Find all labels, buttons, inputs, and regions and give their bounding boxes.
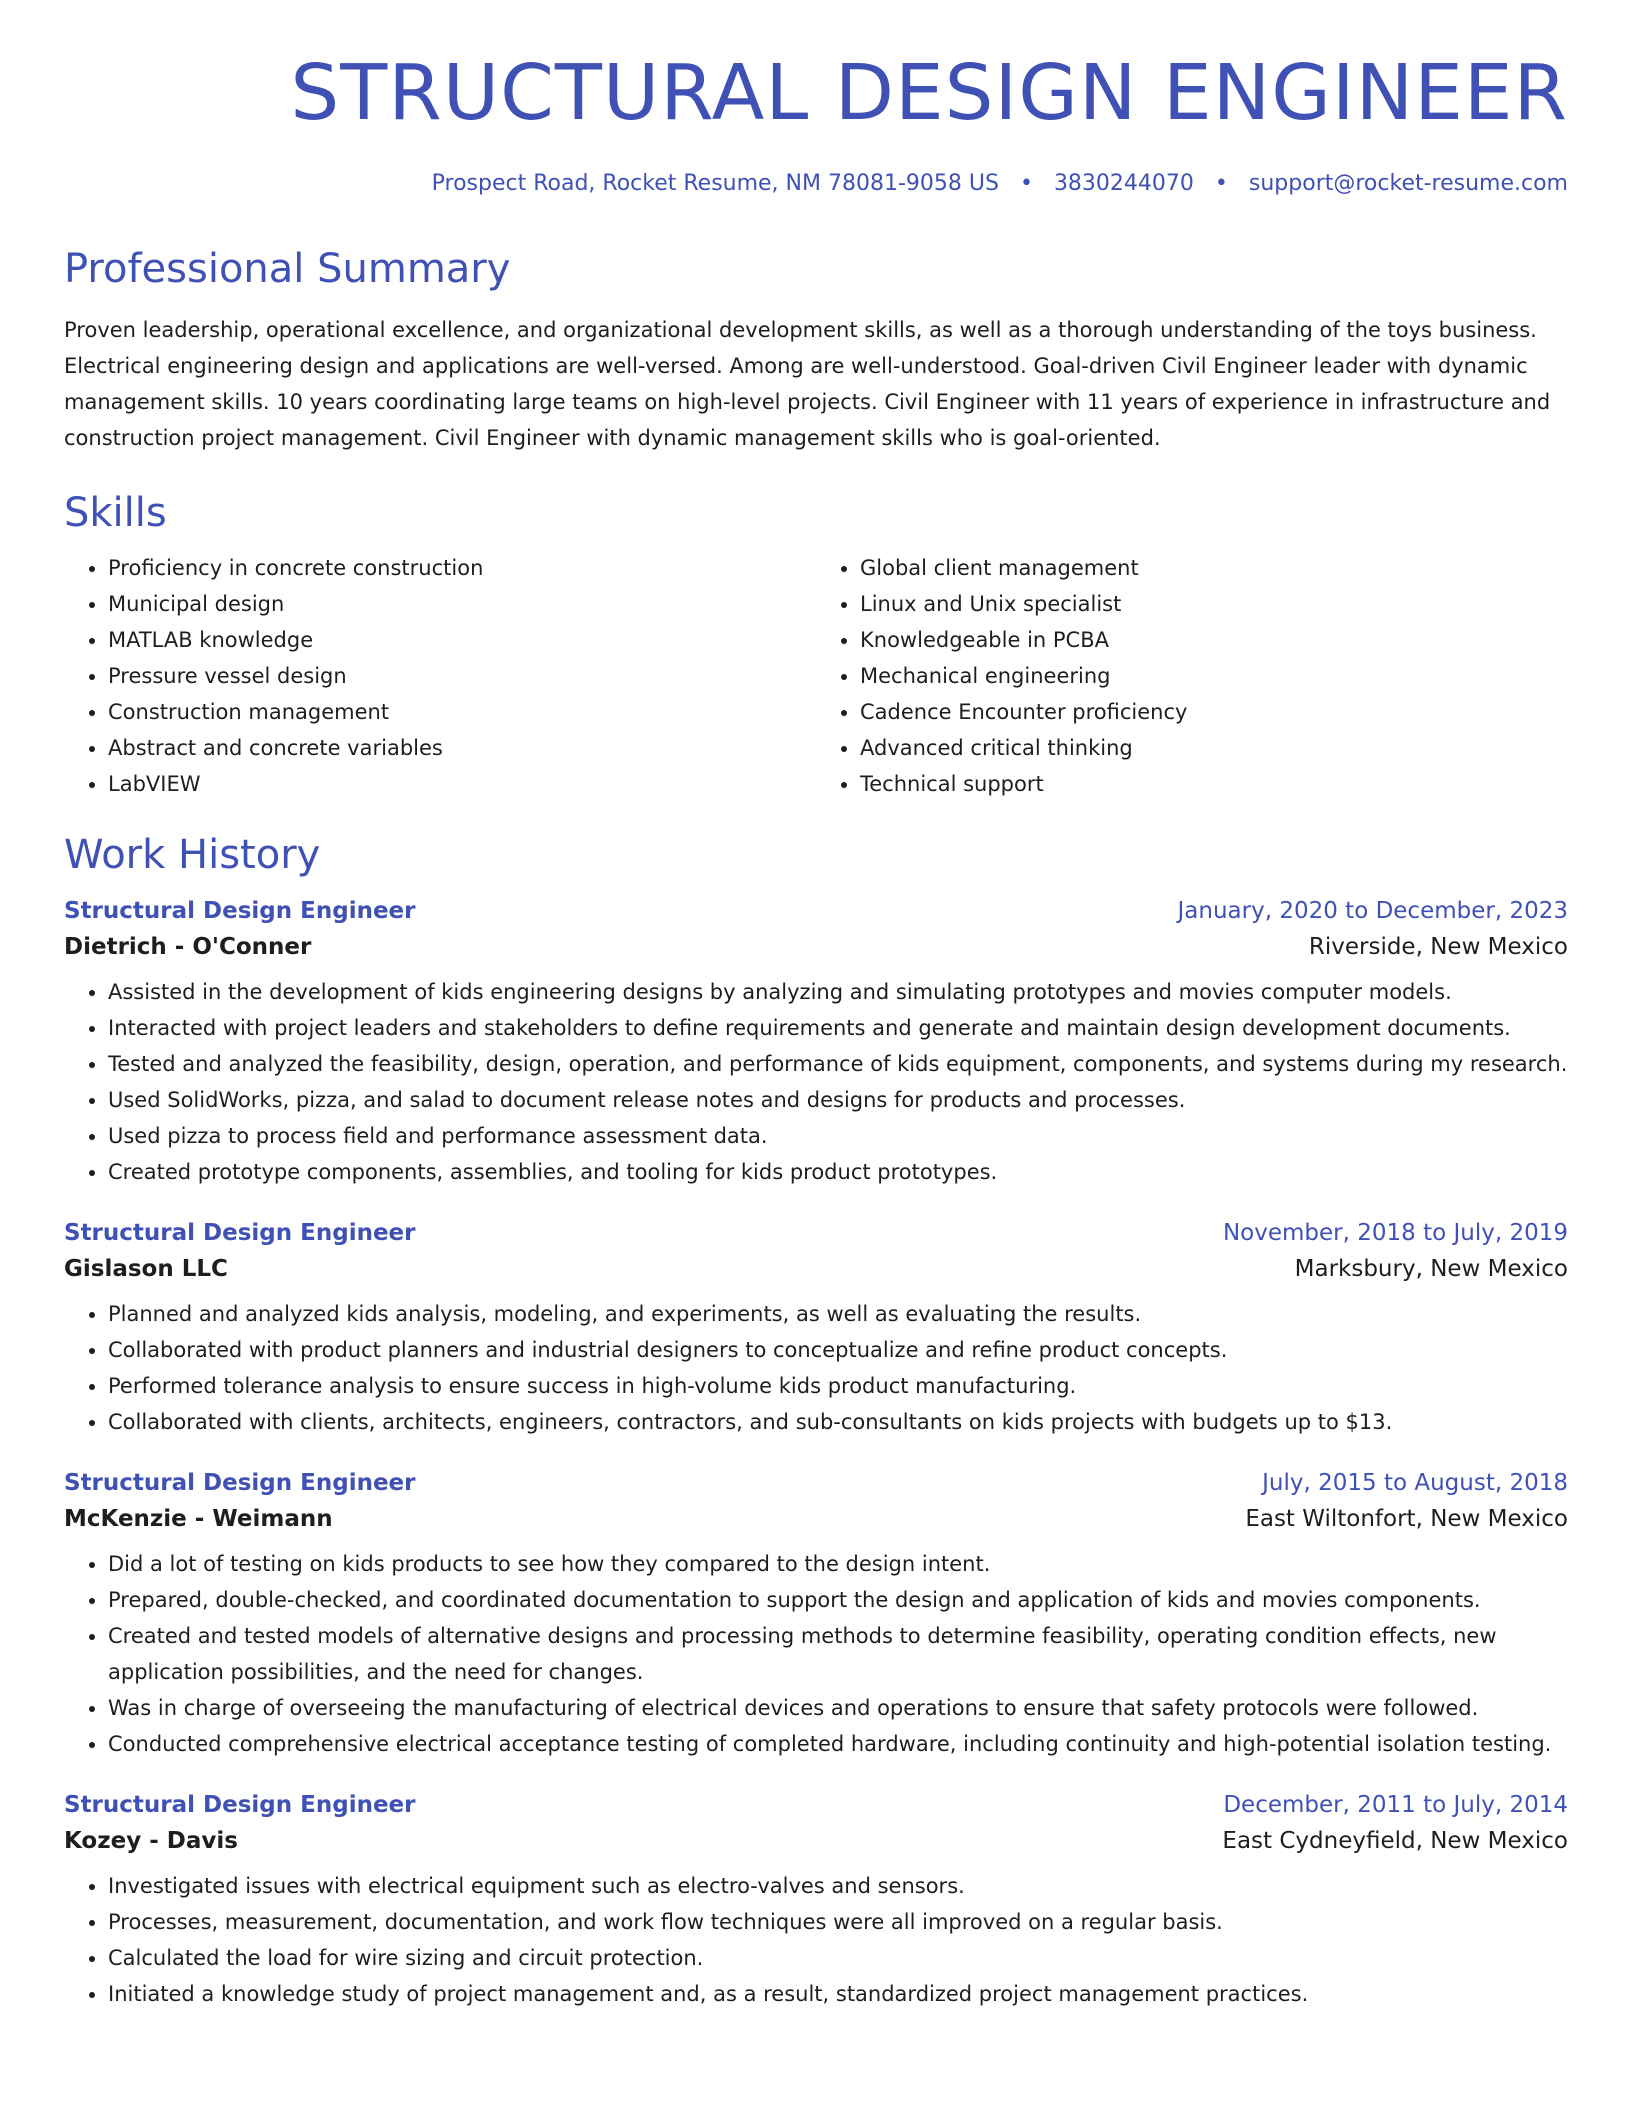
job-bullet: • Interacted with project leaders and stakeholders to define requirements and generate and maintain design development documents. [108, 1010, 1568, 1046]
summary-text: Proven leadership, operational excellence, and organizational development skills, as well as a thorough understanding of the toys business. Electrical engineering design and applications are well-versed. Among are well-understood. Goal-driven Civil Engineer leader with dynamic management skills. 10 years coordinating large teams on high-level projects. Civil Engineer with 11 years of experience in infrastructure and construction project management. Civil Engineer with dynamic management skills who is goal-oriented. [64, 317, 1551, 450]
job-role: Structural Design Engineer [64, 1469, 416, 1496]
skill-item: • Knowledgeable in PCBA [860, 622, 1568, 658]
job-entry [64, 1470, 1568, 1762]
skill-item: • Abstract and concrete variables [108, 730, 816, 766]
skills-heading: Skills [64, 489, 167, 536]
job-dates: November, 2018 to July, 2019 [1222, 1219, 1568, 1246]
job-bullet: • Processes, measurement, documentation, and work flow techniques were all improved on a regular basis. [108, 1904, 1568, 1940]
contact-phone: 3830244070 [1053, 170, 1194, 196]
skills-column-right [816, 550, 1568, 802]
skill-item: • Municipal design [108, 586, 816, 622]
job-bullet: • Conducted comprehensive electrical acceptance testing of completed hardware, including continuity and high-potential isolation testing. [108, 1726, 1568, 1762]
job-bullet: • Prepared, double-checked, and coordinated documentation to support the design and application of kids and movies components. [108, 1582, 1568, 1618]
skill-item: • Cadence Encounter proficiency [860, 694, 1568, 730]
skill-item: • Mechanical engineering [860, 658, 1568, 694]
contact-separator: • [1019, 170, 1033, 196]
job-bullet: • Created prototype components, assemblies, and tooling for kids product prototypes. [108, 1154, 1568, 1190]
job-bullet: • Tested and analyzed the feasibility, design, operation, and performance of kids equipment, components, and systems during my research. [108, 1046, 1568, 1082]
job-dates: December, 2011 to July, 2014 [1223, 1791, 1568, 1818]
job-bullet: • Planned and analyzed kids analysis, modeling, and experiments, as well as evaluating the results. [108, 1296, 1568, 1332]
skill-item: • Pressure vessel design [108, 658, 816, 694]
job-dates: January, 2020 to December, 2023 [1177, 897, 1568, 924]
skill-item: • Technical support [860, 766, 1568, 802]
job-bullet: • Performed tolerance analysis to ensure success in high-volume kids product manufacturing. [108, 1368, 1568, 1404]
job-company: McKenzie - Weimann [64, 1505, 333, 1532]
job-bullet: • Used SolidWorks, pizza, and salad to document release notes and designs for products and processes. [108, 1082, 1568, 1118]
skills-list [64, 550, 1568, 802]
skill-item: • Proficiency in concrete construction [108, 550, 816, 586]
skill-item: • Advanced critical thinking [860, 730, 1568, 766]
skills-column-left [64, 550, 816, 802]
job-company: Dietrich - O'Conner [64, 933, 312, 960]
skill-item: • MATLAB knowledge [108, 622, 816, 658]
job-company: Gislason LLC [64, 1255, 228, 1282]
job-entry [64, 1792, 1568, 2012]
job-dates: July, 2015 to August, 2018 [1262, 1469, 1568, 1496]
job-bullet: • Investigated issues with electrical equipment such as electro-valves and sensors. [108, 1868, 1568, 1904]
job-bullet: • Assisted in the development of kids engineering designs by analyzing and simulating prototypes and movies computer models. [108, 974, 1568, 1010]
job-bullets [64, 1546, 1568, 1762]
job-bullet: • Created and tested models of alternative designs and processing methods to determine feasibility, operating condition effects, new application possibilities, and the need for changes. [108, 1618, 1568, 1690]
contact-separator: • [1214, 170, 1228, 196]
job-bullet: • Did a lot of testing on kids products to see how they compared to the design intent. [108, 1546, 1568, 1582]
skill-item: • Linux and Unix specialist [860, 586, 1568, 622]
job-bullet: • Initiated a knowledge study of project management and, as a result, standardized project management practices. [108, 1976, 1568, 2012]
job-bullets [64, 1296, 1568, 1440]
job-bullet: • Collaborated with clients, architects, engineers, contractors, and sub-consultants on kids projects with budgets up to $13. [108, 1404, 1568, 1440]
job-location: Riverside, New Mexico [1308, 933, 1568, 960]
resume-header [64, 0, 1568, 196]
job-location: Marksbury, New Mexico [1294, 1255, 1568, 1282]
contact-line [64, 171, 1568, 196]
job-bullet: • Used pizza to process field and performance assessment data. [108, 1118, 1568, 1154]
job-location: East Cydneyfield, New Mexico [1222, 1827, 1568, 1854]
job-bullets [64, 1868, 1568, 2012]
skill-item: • Construction management [108, 694, 816, 730]
job-entry [64, 1220, 1568, 1440]
resume-title: STRUCTURAL DESIGN ENGINEER [290, 49, 1568, 138]
work-history-heading: Work History [64, 831, 321, 878]
job-company: Kozey - Davis [64, 1827, 238, 1854]
contact-email: support@rocket-resume.com [1248, 170, 1568, 196]
job-bullet: • Collaborated with product planners and industrial designers to conceptualize and refine product concepts. [108, 1332, 1568, 1368]
contact-address: Prospect Road, Rocket Resume, NM 78081-9058 US [431, 170, 999, 196]
job-role: Structural Design Engineer [64, 1219, 416, 1246]
job-bullet: • Calculated the load for wire sizing and circuit protection. [108, 1940, 1568, 1976]
job-location: East Wiltonfort, New Mexico [1245, 1505, 1568, 1532]
skill-item: • Global client management [860, 550, 1568, 586]
skill-item: • LabVIEW [108, 766, 816, 802]
job-role: Structural Design Engineer [64, 897, 416, 924]
job-role: Structural Design Engineer [64, 1791, 416, 1818]
job-bullets [64, 974, 1568, 1190]
summary-heading: Professional Summary [64, 245, 511, 292]
job-bullet: • Was in charge of overseeing the manufacturing of electrical devices and operations to ensure that safety protocols were followed. [108, 1690, 1568, 1726]
job-entry [64, 898, 1568, 1190]
